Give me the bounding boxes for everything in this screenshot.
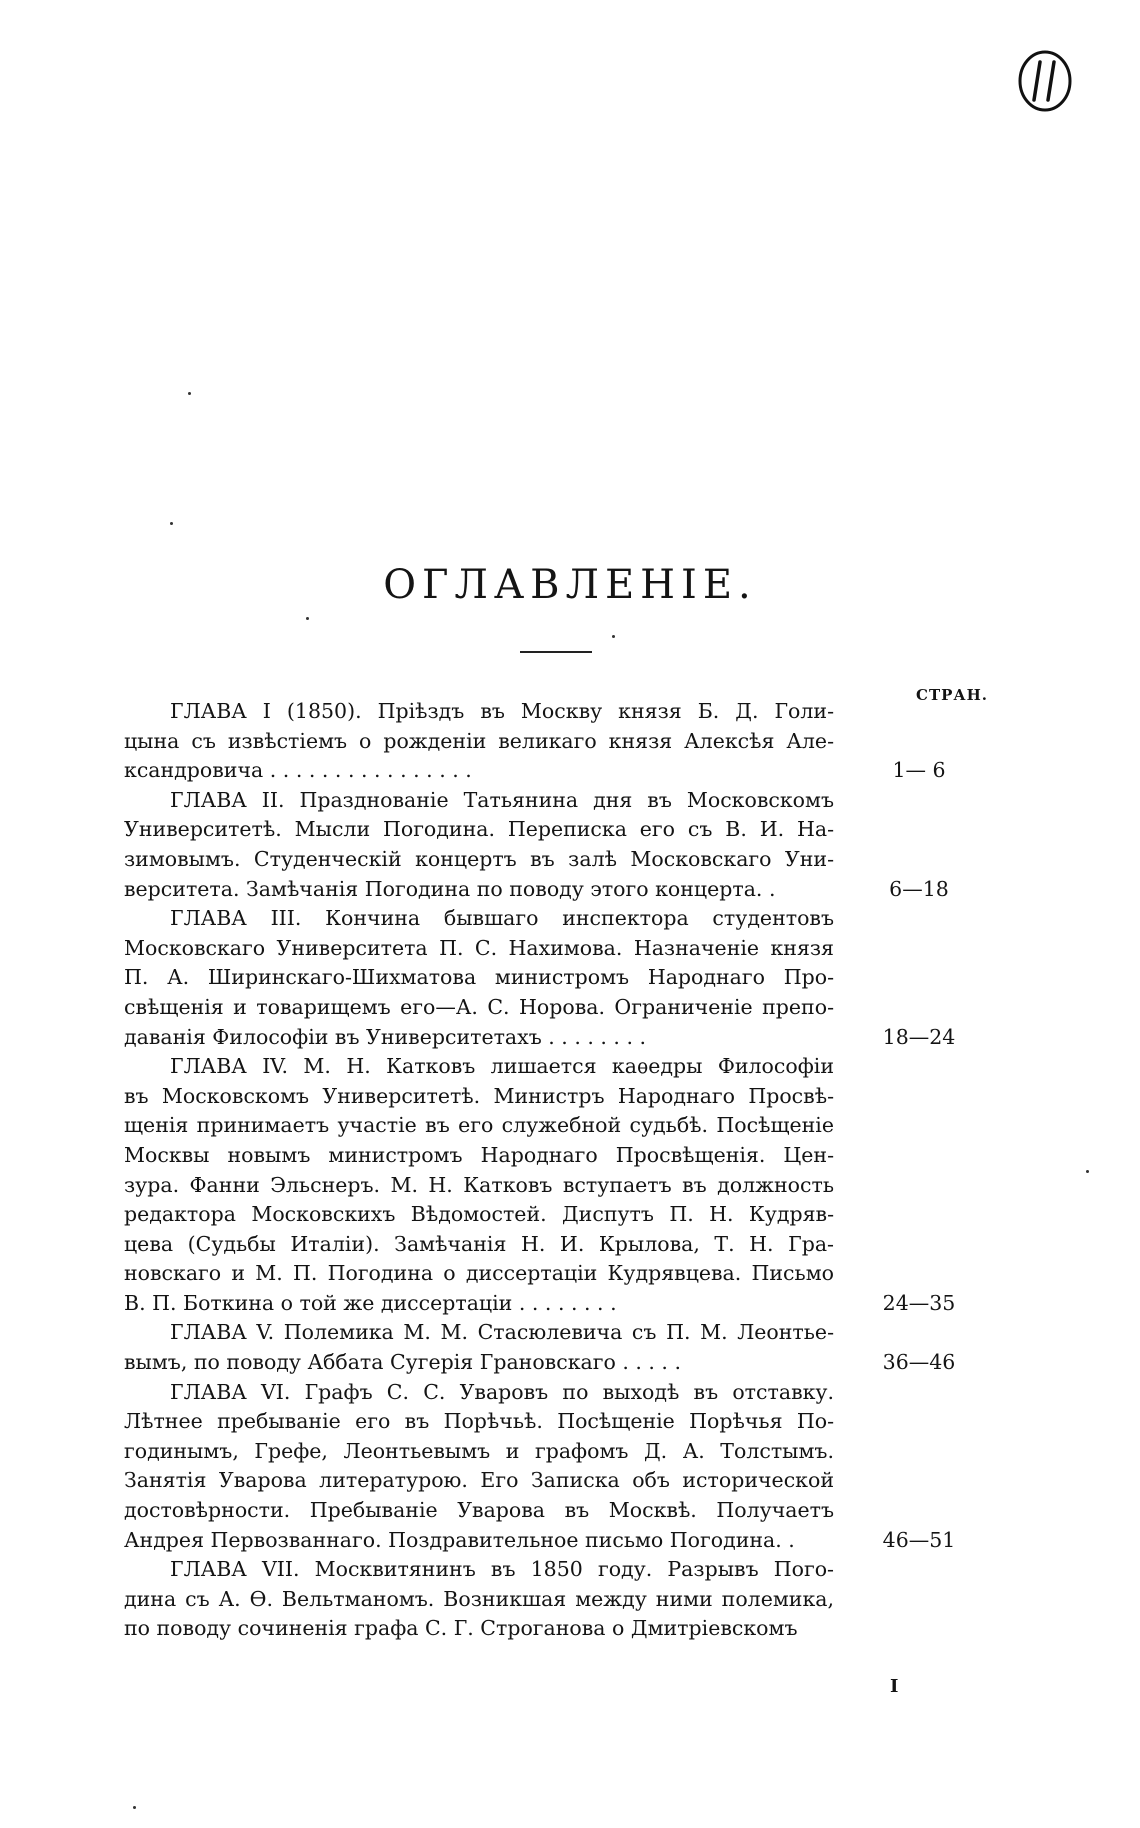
toc-entry-line [124, 1466, 984, 1496]
toc-entry [124, 1052, 984, 1318]
toc-entry-heading-line [124, 697, 984, 727]
title-divider [520, 651, 592, 653]
toc-entry-text: ГЛАВА I (1850). Пріѣздъ въ Москву князя Б. Д. Голи- [170, 699, 834, 723]
toc-entry-heading-line [124, 1555, 984, 1585]
paper-speck [1086, 1170, 1089, 1173]
toc-entry-line [124, 1407, 984, 1437]
toc-entry-text: зура. Фанни Эльснеръ. М. Н. Катковъ вступаетъ въ должность [124, 1172, 834, 1197]
toc-entry-text: ГЛАВА VI. Графъ С. С. Уваровъ по выходѣ въ отставку. [170, 1379, 834, 1404]
toc-entry-line [124, 1200, 984, 1230]
paper-speck [133, 1806, 136, 1809]
toc-entry-line [124, 1437, 984, 1467]
toc-entry-line [124, 1230, 984, 1260]
toc-entry-pages: 6—18 [889, 876, 949, 901]
toc-entry-pages: 18—24 [882, 1024, 956, 1049]
toc-entry [124, 1378, 984, 1556]
toc-entry-text: В. П. Боткина о той же диссертаціи . . . . . . . . [124, 1290, 617, 1315]
toc-entry-text: щенія принимаетъ участіе въ его служебной судьбѣ. Посѣщеніе [124, 1113, 834, 1138]
toc-entry-text: новскаго и М. П. Погодина о диссертаціи Кудрявцева. Письмо [124, 1261, 834, 1286]
toc-entry [124, 786, 984, 904]
toc-entry-text: верситета. Замѣчанія Погодина по поводу этого концерта. . [124, 876, 776, 901]
paper-speck [612, 635, 615, 638]
toc-entry-text: дина съ А. Ѳ. Вельтманомъ. Возникшая между ними полемика, [124, 1586, 834, 1611]
toc-entry-heading-line [124, 786, 984, 816]
toc-entry-heading-line [124, 904, 984, 934]
toc-entry-text: Москвы новымъ министромъ Народнаго Просвѣщенія. Цен- [124, 1142, 834, 1167]
toc-entry-line [124, 815, 984, 845]
toc-entry-text: П. А. Ширинскаго-Шихматова министромъ Народнаго Про- [124, 965, 834, 990]
toc-entry-line [124, 993, 984, 1023]
toc-entry-pages: 1— 6 [892, 758, 946, 783]
toc-entry-text: Университетѣ. Мысли Погодина. Переписка его съ В. И. На- [124, 817, 834, 842]
toc-entry-line [124, 1171, 984, 1201]
toc-entry-text: ксандровича . . . . . . . . . . . . . . . . [124, 758, 472, 783]
toc-entry-text: свѣщенія и товарищемъ его—А. С. Норова. Ограниченіе препо- [124, 994, 834, 1019]
toc-entry-text: по поводу сочиненія графа С. Г. Строганова о Дмитріевскомъ [124, 1616, 798, 1641]
toc-entry-text: редактора Московскихъ Вѣдомостей. Диспутъ П. Н. Кудряв- [124, 1202, 834, 1227]
toc-entry-line [124, 1082, 984, 1112]
toc-entry-text: ГЛАВА V. Полемика М. М. Стасюлевича съ П. М. Леонтье- [170, 1320, 834, 1345]
toc-entry-text: Андрея Первозваннаго. Поздравительное письмо Погодина. . [124, 1527, 795, 1552]
toc-entry-text: достовѣрности. Пребываніе Уварова въ Москвѣ. Получаетъ [124, 1498, 834, 1523]
toc-entry-heading-line [124, 1052, 984, 1082]
toc-entry-text: даванія Философіи въ Университетахъ . . . . . . . . [124, 1024, 647, 1049]
toc-entry-line [124, 727, 984, 757]
paper-speck [170, 522, 173, 525]
handwritten-page-number [1016, 48, 1074, 114]
toc-entry-text: годинымъ, Грефе, Леонтьевымъ и графомъ Д. А. Толстымъ. [124, 1438, 834, 1463]
toc-entry-line [124, 1496, 984, 1526]
toc-entry-line [124, 934, 984, 964]
paper-speck [306, 617, 309, 620]
toc-entry-line [124, 1259, 984, 1289]
toc-entry-pages: 24—35 [882, 1290, 956, 1315]
toc-entry-text: Занятія Уварова литературою. Его Записка объ исторической [124, 1468, 834, 1493]
toc-entry-text: Лѣтнее пребываніе его въ Порѣчьѣ. Посѣщеніе Порѣчья По- [124, 1409, 834, 1434]
table-of-contents [124, 697, 984, 1644]
toc-entry-text: зимовымъ. Студенческій концертъ въ залѣ Московскаго Уни- [124, 846, 834, 871]
toc-entry-text: цына съ извѣстіемъ о рожденіи великаго князя Алексѣя Але- [124, 728, 834, 753]
toc-entry-text: вымъ, по поводу Аббата Сугерія Грановскаго . . . . . [124, 1350, 681, 1375]
toc-entry [124, 1555, 984, 1644]
toc-entry-text: ГЛАВА VII. Москвитянинъ въ 1850 году. Разрывъ Пого- [170, 1557, 834, 1582]
toc-entry-heading-line [124, 1378, 984, 1408]
toc-entry-text: ГЛАВА IV. М. Н. Катковъ лишается каѳедры Философіи [170, 1054, 834, 1079]
toc-entry [124, 904, 984, 1052]
toc-entry-line [124, 1614, 984, 1644]
toc-entry [124, 1318, 984, 1377]
handwritten-annotation-icon [1016, 48, 1074, 114]
toc-entry-text: Московскаго Университета П. С. Нахимова. Назначеніе князя [124, 935, 834, 960]
toc-entry-text: цева (Судьбы Италіи). Замѣчанія Н. И. Крылова, Т. Н. Гра- [124, 1231, 834, 1256]
toc-entry-text: ГЛАВА II. Празднованіе Татьянина дня въ Московскомъ [170, 787, 834, 812]
toc-entry-line [124, 845, 984, 875]
toc-entry-line [124, 1141, 984, 1171]
toc-entry-line [124, 1585, 984, 1615]
paper-speck [188, 392, 191, 395]
toc-entry-pages: 46—51 [882, 1527, 956, 1552]
page-title: ОГЛАВЛЕНІЕ. [383, 562, 757, 608]
toc-entry-heading-line [124, 1318, 984, 1348]
signature-mark: I [890, 1676, 899, 1697]
toc-entry-pages: 36—46 [882, 1350, 956, 1375]
toc-entry-line [124, 1111, 984, 1141]
toc-entry-text: въ Московскомъ Университетѣ. Министръ Народнаго Просвѣ- [124, 1083, 834, 1108]
pages-column-header: СТРАН. [916, 686, 988, 704]
toc-entry [124, 697, 984, 786]
toc-entry-line [124, 963, 984, 993]
toc-entry-text: ГЛАВА III. Кончина бывшаго инспектора студентовъ [170, 906, 834, 931]
